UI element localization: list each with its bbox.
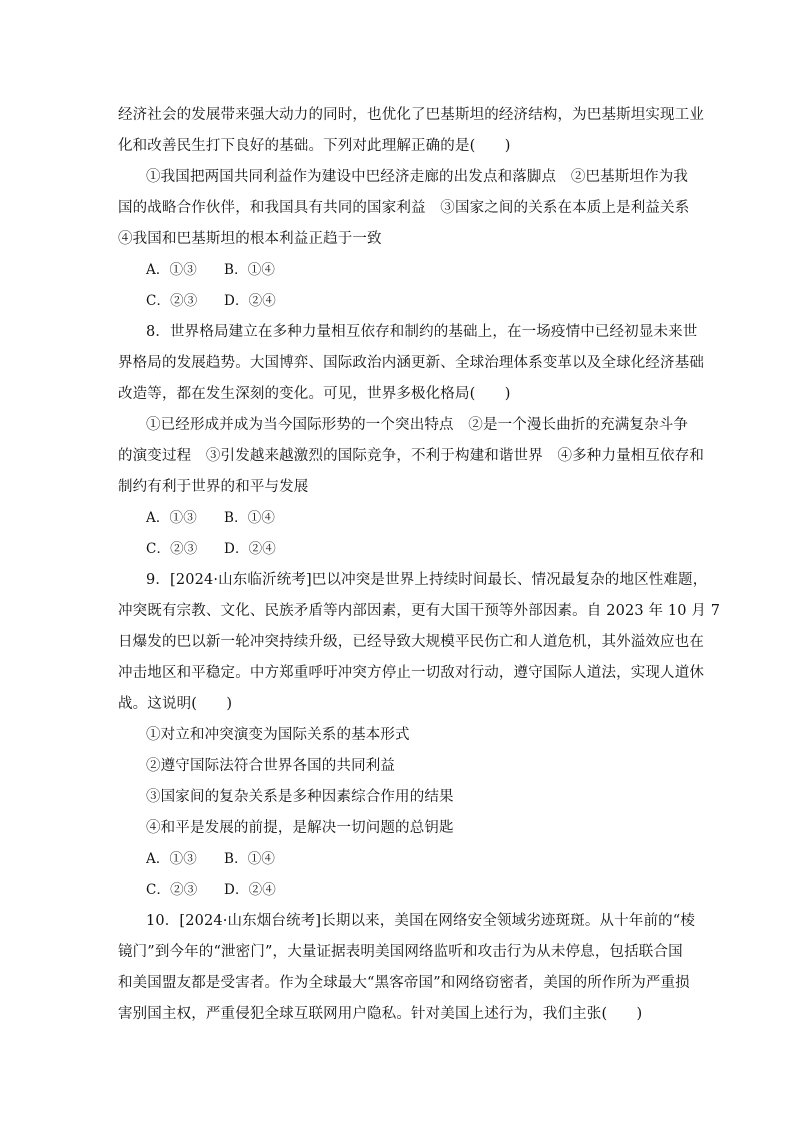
q8-option-d[interactable]: D．②④: [224, 541, 276, 557]
q9-options-row-2: [146, 880, 276, 900]
q9-stem-line-5: 战。这说明( ): [118, 696, 233, 712]
q10-stem-line-1: 10．[2024·山东烟台统考]长期以来，美国在网络安全领域劣迹斑斑。从十年前的“棱: [146, 913, 695, 929]
q8-stem-line-2: 界格局的发展趋势。大国博弈、国际政治内涵更新、全球治理体系变革以及全球化经济基础: [118, 355, 704, 371]
q9-option-d[interactable]: D．②④: [224, 882, 276, 898]
q9-statement-1: ①对立和冲突演变为国际关系的基本形式: [146, 727, 410, 743]
q8-statement-line-3: 制约有利于世界的和平与发展: [118, 479, 309, 495]
q7-statement-line-3: ④我国和巴基斯坦的根本利益正趋于一致: [118, 231, 382, 247]
q9-stem-line-4: 冲击地区和平稳定。中方郑重呼吁冲突方停止一切敌对行动，遵守国际人道法，实现人道休: [118, 665, 704, 681]
q9-stem-line-2: 冲突既有宗教、文化、民族矛盾等内部因素，更有大国干预等外部因素。自 2023 年 10 月 7: [118, 603, 721, 619]
q7-option-d[interactable]: D．②④: [224, 293, 276, 309]
q8-stem-line-3: 改造等，都在发生深刻的变化。可见，世界多极化格局( ): [118, 386, 511, 402]
q7-option-a[interactable]: A．①③: [146, 262, 197, 278]
q9-options-row-1: [146, 849, 275, 869]
q7-stem-line-2: 化和改善民生打下良好的基础。下列对此理解正确的是( ): [118, 138, 511, 154]
q7-statement-line-2: 国的战略合作伙伴，和我国具有共同的国家利益 ③国家之间的关系在本质上是利益关系: [118, 200, 690, 216]
q8-options-row-2: [146, 539, 276, 559]
q9-stem-line-3: 日爆发的巴以新一轮冲突持续升级，已经导致大规模平民伤亡和人道危机，其外溢效应也在: [118, 634, 704, 650]
q9-option-c[interactable]: C．②③: [146, 882, 198, 898]
q9-stem-line-1: 9．[2024·山东临沂统考]巴以冲突是世界上持续时间最长、情况最复杂的地区性难题，: [146, 572, 708, 588]
q8-stem-line-1: 8．世界格局建立在多种力量相互依存和制约的基础上，在一场疫情中已经初显未来世: [146, 324, 698, 340]
q8-option-a[interactable]: A．①③: [146, 510, 197, 526]
q10-stem-line-2: 镜门”到今年的“泄密门”，大量证据表明美国网络监听和攻击行为从未停息，包括联合国: [118, 944, 683, 960]
q10-stem-line-3: 和美国盟友都是受害者。作为全球最大“黑客帝国”和网络窃密者，美国的所作所为严重损: [118, 975, 690, 991]
q9-option-b[interactable]: B．①④: [224, 851, 276, 867]
q7-options-row-1: [146, 260, 275, 280]
q8-option-b[interactable]: B．①④: [224, 510, 276, 526]
q7-options-row-2: [146, 291, 276, 311]
q9-statement-3: ③国家间的复杂关系是多种因素综合作用的结果: [146, 789, 454, 805]
q7-option-b[interactable]: B．①④: [224, 262, 276, 278]
q8-statement-line-2: 的演变过程 ③引发越来越激烈的国际竞争，不利于构建和谐世界 ④多种力量相互依存和: [118, 448, 704, 464]
q7-option-c[interactable]: C．②③: [146, 293, 198, 309]
q8-option-c[interactable]: C．②③: [146, 541, 198, 557]
q9-option-a[interactable]: A．①③: [146, 851, 197, 867]
q10-stem-line-4: 害别国主权，严重侵犯全球互联网用户隐私。针对美国上述行为，我们主张( ): [118, 1006, 643, 1022]
q8-statement-line-1: ①已经形成并成为当今国际形势的一个突出特点 ②是一个漫长曲折的充满复杂斗争: [146, 417, 689, 433]
q7-statement-line-1: ①我国把两国共同利益作为建设中巴经济走廊的出发点和落脚点 ②巴基斯坦作为我: [146, 169, 689, 185]
q7-stem-line-1: 经济社会的发展带来强大动力的同时，也优化了巴基斯坦的经济结构，为巴基斯坦实现工业: [118, 107, 704, 123]
q9-statement-4: ④和平是发展的前提，是解决一切问题的总钥匙: [146, 820, 454, 836]
q9-statement-2: ②遵守国际法符合世界各国的共同利益: [146, 758, 396, 774]
q8-options-row-1: [146, 508, 275, 528]
